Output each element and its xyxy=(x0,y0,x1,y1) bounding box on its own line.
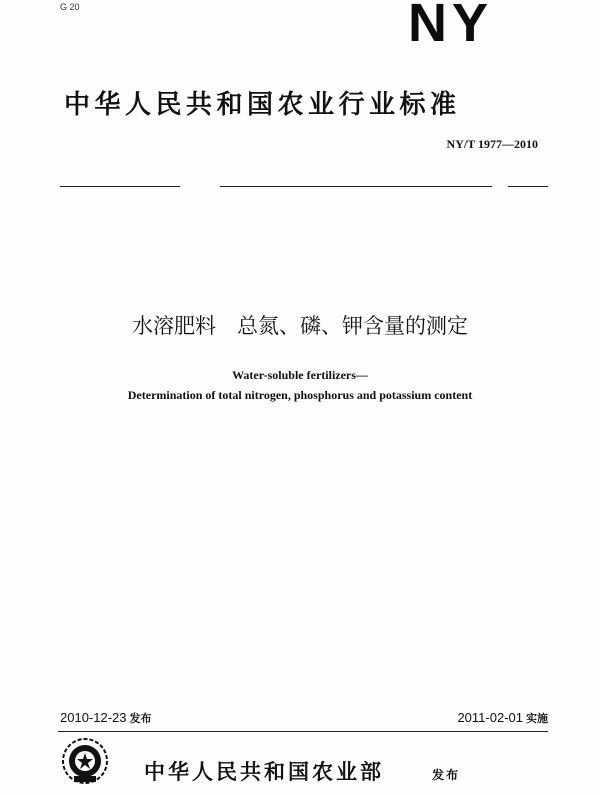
document-title-en-line1: Water-soluble fertilizers— xyxy=(232,368,368,382)
standard-category-title: 中华人民共和国农业行业标准 xyxy=(64,90,461,120)
brand-mark: NY xyxy=(408,0,494,53)
top-rule-left xyxy=(60,186,180,187)
national-emblem-icon xyxy=(60,736,110,786)
top-rule-center xyxy=(220,186,492,187)
standard-number: NY/T 1977—2010 xyxy=(446,137,538,151)
issue-date-block xyxy=(60,710,152,726)
publish-label: 发布 xyxy=(432,768,461,782)
implementation-date: 2011-02-01 xyxy=(457,710,523,725)
top-rule-right xyxy=(508,186,548,187)
issue-date: 2010-12-23 xyxy=(60,710,127,725)
bottom-rule xyxy=(58,731,548,732)
implementation-label: 实施 xyxy=(526,713,548,725)
publisher-name: 中华人民共和国农业部 xyxy=(144,760,384,784)
implementation-date-block xyxy=(457,710,548,726)
ccs-code: G 20 xyxy=(60,2,80,12)
document-title-en-line2: Determination of total nitrogen, phosphorus and potassium content xyxy=(127,388,473,402)
issue-label: 发布 xyxy=(129,713,152,725)
document-title-cn: 水溶肥料 总氮、磷、钾含量的测定 xyxy=(132,314,468,338)
